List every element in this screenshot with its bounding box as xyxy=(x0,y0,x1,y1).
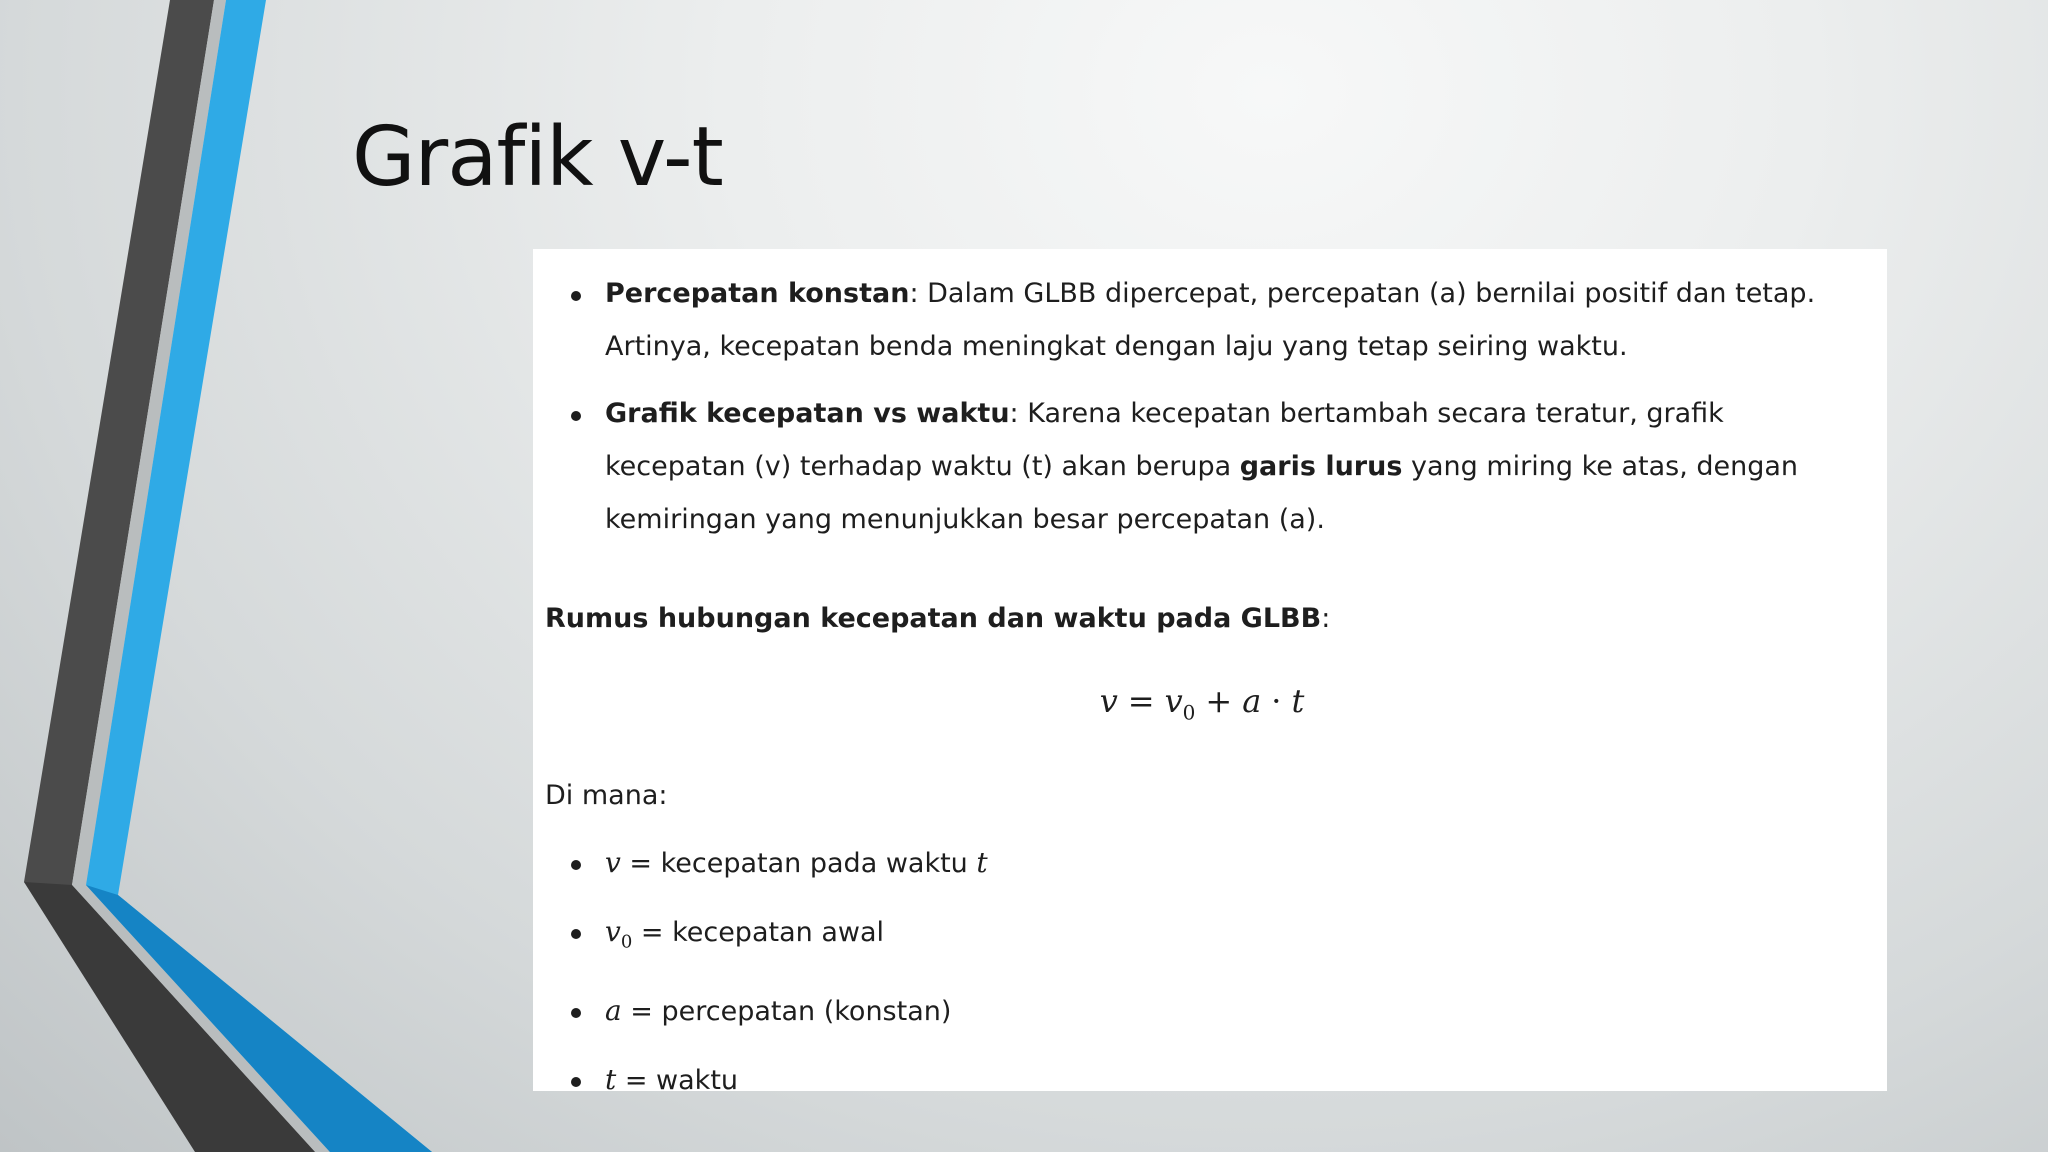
definition-item: $v_0$ = kecepatan awal xyxy=(545,905,1859,969)
slide-title: Grafik v-t xyxy=(352,110,723,205)
formula-v0-subscript: 0 xyxy=(1182,700,1196,725)
bullet-grafik-kecepatan xyxy=(545,387,1859,546)
formula-plus: + xyxy=(1205,682,1233,720)
definitions-intro: Di mana: xyxy=(545,780,668,812)
content-panel xyxy=(533,249,1887,1096)
formula-equals: = xyxy=(1127,682,1155,720)
formula-t: t xyxy=(1291,682,1305,720)
definition-item: v = kecepatan pada waktu t xyxy=(545,836,1859,890)
dark-bottom-stripe xyxy=(24,882,315,1152)
formula-v: v xyxy=(1099,682,1118,720)
bullet-text: yang miring ke atas, dengan kemiringan yang menunjukkan besar percepatan (a). xyxy=(605,451,1799,535)
bullet-percepatan-konstan xyxy=(545,267,1859,373)
velocity-formula xyxy=(545,675,1859,739)
formula-heading: Rumus hubungan kecepatan dan waktu pada GLBB: xyxy=(545,603,1331,634)
bullet-text: : Dalam GLBB dipercepat, percepatan (a) bernilai positif dan tetap. Artinya, kecepatan benda meningkat dengan laju yang tetap seiring waktu. xyxy=(605,278,1816,362)
bullet-term: Grafik kecepatan vs waktu xyxy=(605,398,1010,429)
bullet-emphasis: garis lurus xyxy=(1239,451,1403,482)
formula-a: a xyxy=(1242,682,1262,720)
formula-v0: v xyxy=(1164,682,1183,720)
bullet-text: : Karena kecepatan bertambah secara teratur, grafik kecepatan (v) terhadap waktu (t) akan berupa xyxy=(605,398,1724,482)
definition-item: t = waktu xyxy=(545,1053,1859,1107)
bullet-list xyxy=(545,267,1859,546)
formula-dot: · xyxy=(1271,682,1282,720)
bullet-term: Percepatan konstan xyxy=(605,278,910,309)
definitions-list xyxy=(545,836,1859,1107)
definition-item: a = percepatan (konstan) xyxy=(545,984,1859,1038)
